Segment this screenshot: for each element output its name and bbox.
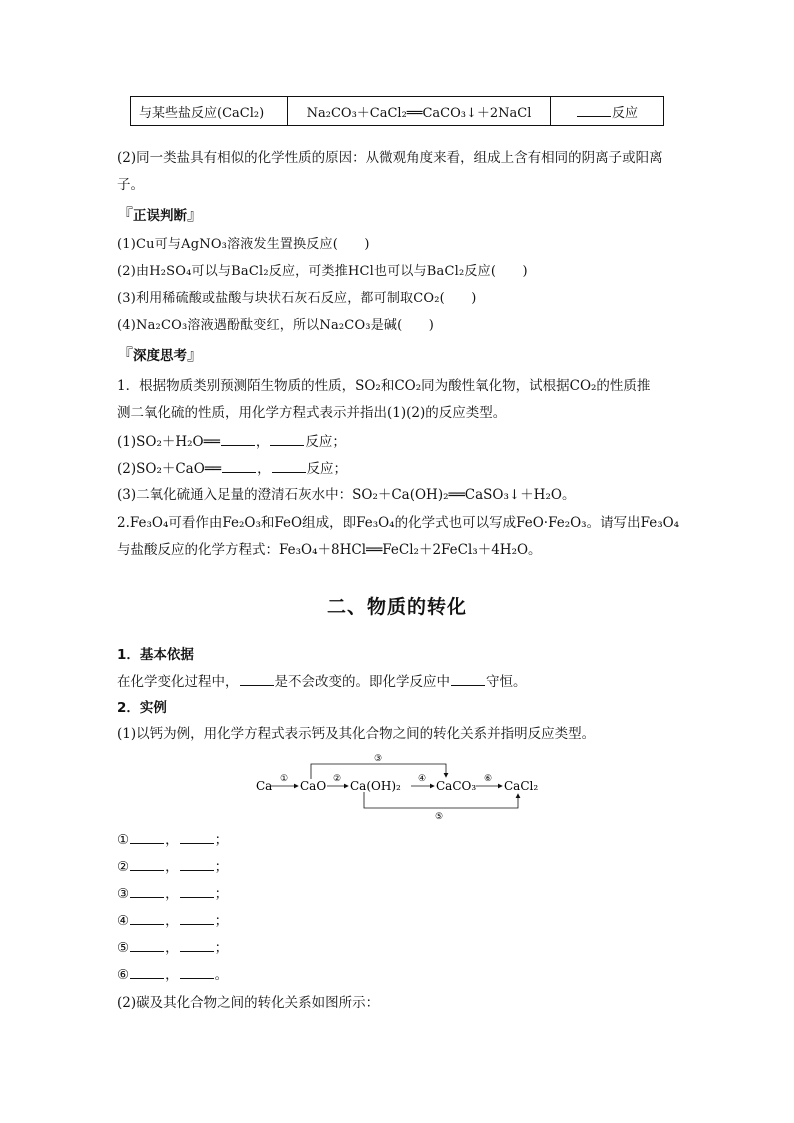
reaction-table xyxy=(130,96,664,126)
think-q1-line-1: 1．根据物质类别预测陌生物质的性质，SO₂和CO₂同为酸性氧化物，试根据CO₂的性质推 xyxy=(117,378,651,394)
answer-blank[interactable] xyxy=(451,671,485,686)
answer-blank[interactable] xyxy=(180,937,214,952)
judge-item-2: (2)由H₂SO₄可以与BaCl₂反应，可类推HCl也可以与BaCl₂反应( ) xyxy=(117,264,528,279)
answer-line-3: ③ ， ； xyxy=(117,883,228,904)
answer-blank[interactable] xyxy=(130,883,164,898)
label-4: ④ xyxy=(418,774,427,784)
answer-line-1: ① ， ； xyxy=(117,829,228,850)
table-cell-equation: Na₂CO₃＋CaCl₂══CaCO₃↓＋2NaCl xyxy=(288,97,551,126)
think-q1-line-2: 测二氧化硫的性质，用化学方程式表示并指出(1)(2)的反应类型。 xyxy=(117,405,507,421)
think-q2-line-2: 与盐酸反应的化学方程式：Fe₃O₄＋8HCl══FeCl₂＋2FeCl₃＋4H₂O。 xyxy=(117,542,542,558)
reason-line-2: 子。 xyxy=(117,177,144,193)
example-title: 2．实例 xyxy=(117,700,167,716)
label-5: ⑤ xyxy=(435,812,444,822)
answer-blank[interactable] xyxy=(130,829,164,844)
example-2-text: (2)碳及其化合物之间的转化关系如图所示： xyxy=(117,995,380,1011)
answer-blank[interactable] xyxy=(180,964,214,979)
answer-blank[interactable] xyxy=(222,458,256,473)
answer-line-4: ④ ， ； xyxy=(117,910,228,931)
table-cell-suffix: 反应 xyxy=(611,105,638,121)
section-heading: 二、物质的转化 xyxy=(326,596,467,618)
answer-blank[interactable] xyxy=(577,102,611,117)
label-6: ⑥ xyxy=(484,774,493,784)
answer-blank[interactable] xyxy=(130,937,164,952)
answer-blank[interactable] xyxy=(180,829,214,844)
answer-blank[interactable] xyxy=(180,910,214,925)
reason-line-1: (2)同一类盐具有相似的化学性质的原因：从微观角度来看，组成上含有相同的阴离子或阳离 xyxy=(117,150,663,166)
answer-blank[interactable] xyxy=(221,431,255,446)
answer-blank[interactable] xyxy=(130,910,164,925)
example-1-text: (1)以钙为例，用化学方程式表示钙及其化合物之间的转化关系并指明反应类型。 xyxy=(117,726,596,742)
arrow-5 xyxy=(364,792,518,808)
think-q1-b: (2)SO₂＋CaO══ ， 反应； xyxy=(117,458,347,479)
answer-blank[interactable] xyxy=(240,671,274,686)
answer-line-2: ② ， ； xyxy=(117,856,228,877)
answer-line-5: ⑤ ， ； xyxy=(117,937,228,958)
think-q2-line-1: 2.Fe₃O₄可看作由Fe₂O₃和FeO组成，即Fe₃O₄的化学式也可以写成FeO·Fe₂O₃。请写出Fe₃O₄ xyxy=(117,515,680,531)
basis-text: 在化学变化过程中， 是不会改变的。即化学反应中 守恒。 xyxy=(117,671,527,692)
think-q1-a: (1)SO₂＋H₂O══ ， 反应； xyxy=(117,431,346,452)
answer-line-6: ⑥ ， 。 xyxy=(117,964,228,985)
answer-blank[interactable] xyxy=(180,883,214,898)
node-cacl2: CaCl₂ xyxy=(504,779,539,793)
judge-title: 『正误判断』 xyxy=(117,205,204,224)
label-1: ① xyxy=(280,774,289,784)
think-title: 『深度思考』 xyxy=(117,345,204,364)
answer-blank[interactable] xyxy=(130,856,164,871)
label-2: ② xyxy=(333,774,342,784)
table-row xyxy=(131,97,664,126)
calcium-conversion-diagram xyxy=(254,752,554,824)
node-caco3: CaCO₃ xyxy=(436,779,477,793)
think-q1-c: (3)二氧化硫通入足量的澄清石灰水中：SO₂＋Ca(OH)₂══CaSO₃↓＋H₂O。 xyxy=(117,487,576,503)
label-3: ③ xyxy=(374,754,383,764)
table-cell-answer xyxy=(551,97,664,126)
judge-item-3: (3)利用稀硫酸或盐酸与块状石灰石反应，都可制取CO₂( ) xyxy=(117,291,477,306)
judge-item-4: (4)Na₂CO₃溶液遇酚酞变红，所以Na₂CO₃是碱( ) xyxy=(117,318,435,333)
answer-blank[interactable] xyxy=(272,458,306,473)
answer-blank[interactable] xyxy=(270,431,304,446)
answer-blank[interactable] xyxy=(130,964,164,979)
table-cell-reaction-type: 与某些盐反应(CaCl₂) xyxy=(131,97,288,126)
node-ca: Ca xyxy=(256,779,273,793)
judge-item-1: (1)Cu可与AgNO₃溶液发生置换反应( ) xyxy=(117,237,370,252)
answer-blank[interactable] xyxy=(180,856,214,871)
basis-title: 1．基本依据 xyxy=(117,647,194,663)
node-caoh2: Ca(OH)₂ xyxy=(350,779,401,793)
node-cao: CaO xyxy=(300,779,327,793)
